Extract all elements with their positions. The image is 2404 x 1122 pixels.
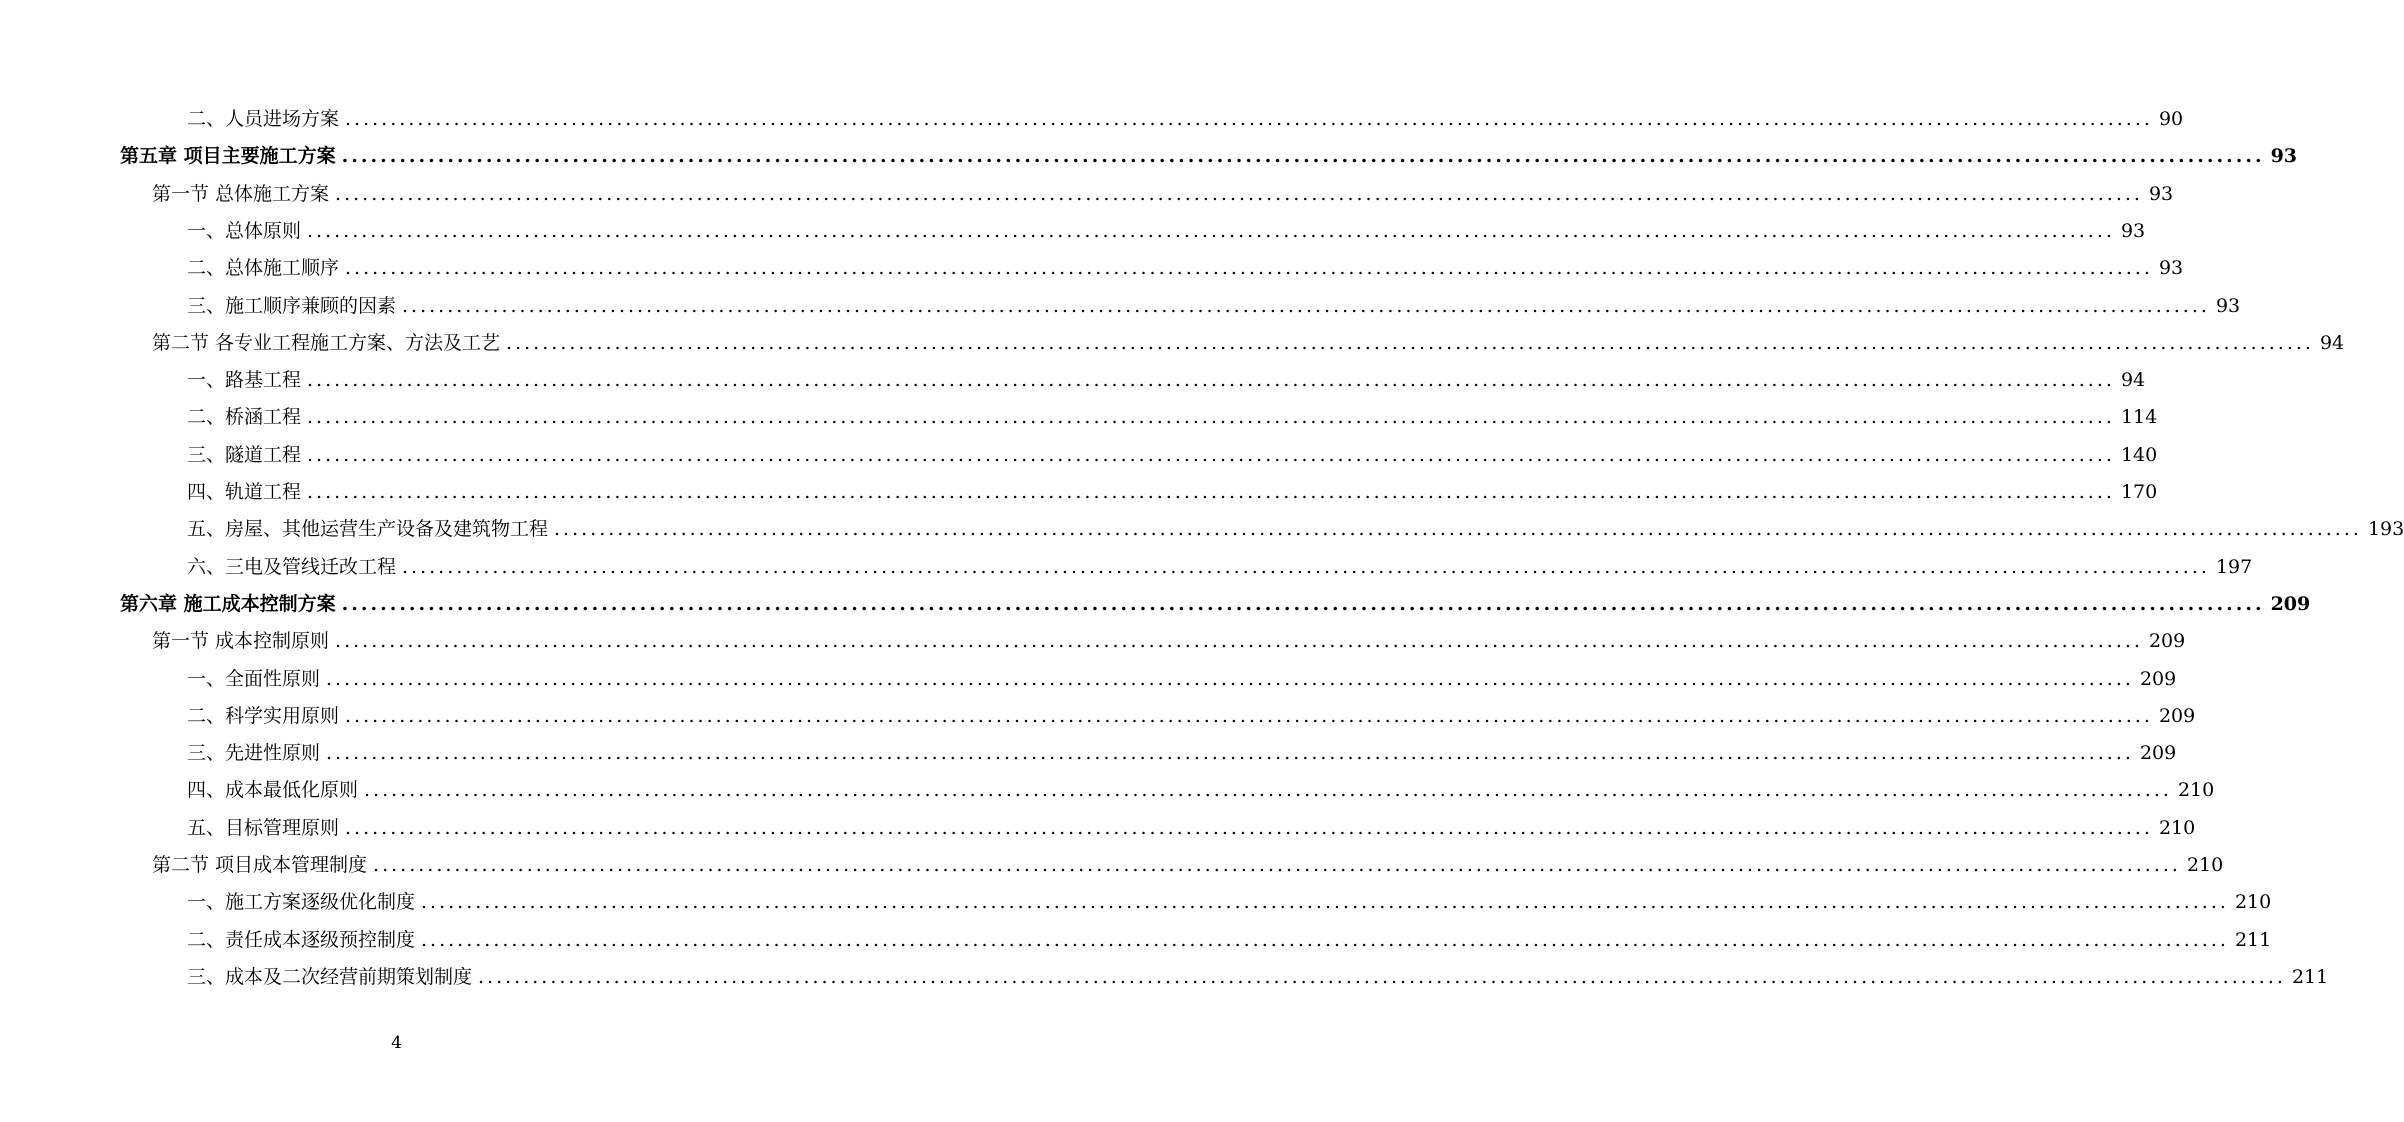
toc-dot-leader: ........................................................................................................................................................................................................: [326, 741, 2134, 764]
toc-subsection-entry[interactable]: [187, 697, 2196, 734]
toc-entry-title: 二、桥涵工程: [187, 405, 302, 428]
toc-entry-title: 五、房屋、其他运营生产设备及建筑物工程: [187, 517, 549, 540]
toc-entry-page-number: 193: [2367, 517, 2404, 540]
toc-subsection-entry[interactable]: [187, 883, 2272, 920]
toc-subsection-entry[interactable]: [187, 287, 2241, 324]
toc-dot-leader: ........................................................................................................................................................................................................: [345, 816, 2153, 839]
toc-entry-title: 第二节 项目成本管理制度: [152, 853, 368, 876]
toc-entry-title: 五、目标管理原则: [187, 816, 340, 839]
toc-subsection-entry[interactable]: [187, 660, 2177, 697]
toc-dot-leader: ........................................................................................................................................................................................................: [506, 331, 2314, 354]
toc-entry-page-number: 90: [2158, 107, 2184, 130]
toc-entry-title: 一、施工方案逐级优化制度: [187, 890, 416, 913]
toc-entry-title: 三、隧道工程: [187, 443, 302, 466]
toc-entry-page-number: 93: [2158, 256, 2184, 279]
toc-section-entry[interactable]: [152, 324, 2345, 361]
toc-entry-page-number: 170: [2120, 480, 2158, 503]
toc-entry-title: 第六章 施工成本控制方案: [120, 592, 336, 615]
toc-entry-page-number: 94: [2319, 331, 2345, 354]
toc-entry-page-number: 210: [2158, 816, 2196, 839]
toc-entry-title: 第一节 总体施工方案: [152, 182, 330, 205]
toc-dot-leader: ........................................................................................................................................................................................................: [307, 405, 2115, 428]
toc-subsection-entry[interactable]: [187, 100, 2184, 137]
toc-entry-title: 四、轨道工程: [187, 480, 302, 503]
toc-entry-title: 一、总体原则: [187, 219, 302, 242]
toc-entry-title: 第一节 成本控制原则: [152, 629, 330, 652]
toc-entry-page-number: 114: [2120, 405, 2158, 428]
toc-dot-leader: ........................................................................................................................................................................................................: [402, 294, 2210, 317]
toc-dot-leader: ........................................................................................................................................................................................................: [421, 928, 2229, 951]
toc-entry-title: 二、人员进场方案: [187, 107, 340, 130]
toc-entry-title: 二、总体施工顺序: [187, 256, 340, 279]
toc-subsection-entry[interactable]: [187, 361, 2146, 398]
toc-entry-title: 一、路基工程: [187, 368, 302, 391]
toc-section-entry[interactable]: [152, 846, 2224, 883]
toc-dot-leader: ........................................................................................................................................................................................................: [478, 965, 2286, 988]
toc-entry-title: 六、三电及管线迁改工程: [187, 555, 397, 578]
toc-dot-leader: ........................................................................................................................................................................................................: [326, 667, 2134, 690]
toc-section-entry[interactable]: [152, 175, 2174, 212]
toc-subsection-entry[interactable]: [187, 212, 2146, 249]
toc-entry-page-number: 94: [2120, 368, 2146, 391]
toc-dot-leader: ........................................................................................................................................................................................................: [307, 480, 2115, 503]
toc-entry-page-number: 209: [2158, 704, 2196, 727]
toc-entry-page-number: 210: [2177, 778, 2215, 801]
toc-subsection-entry[interactable]: [187, 771, 2215, 808]
toc-dot-leader: ........................................................................................................................................................................................................: [307, 219, 2115, 242]
toc-entry-title: 一、全面性原则: [187, 667, 321, 690]
toc-dot-leader: ........................................................................................................................................................................................................: [421, 890, 2229, 913]
page-number-footer: 4: [391, 1033, 402, 1053]
toc-entry-page-number: 211: [2234, 928, 2272, 951]
toc-dot-leader: ........................................................................................................................................................................................................: [307, 443, 2115, 466]
toc-subsection-entry[interactable]: [187, 809, 2196, 846]
toc-dot-leader: ........................................................................................................................................................................................................: [345, 256, 2153, 279]
toc-dot-leader: ........................................................................................................................................................................................................: [341, 592, 2265, 615]
toc-subsection-entry[interactable]: [187, 249, 2184, 286]
toc-entry-page-number: 210: [2234, 890, 2272, 913]
toc-entry-title: 三、成本及二次经营前期策划制度: [187, 965, 473, 988]
toc-dot-leader: ........................................................................................................................................................................................................: [345, 704, 2153, 727]
toc-entry-page-number: 209: [2270, 592, 2311, 615]
toc-entry-page-number: 211: [2291, 965, 2329, 988]
toc-entry-page-number: 210: [2186, 853, 2224, 876]
toc-subsection-entry[interactable]: [187, 398, 2158, 435]
toc-entry-title: 第二节 各专业工程施工方案、方法及工艺: [152, 331, 501, 354]
toc-dot-leader: ........................................................................................................................................................................................................: [335, 629, 2143, 652]
toc-chapter-entry[interactable]: [120, 585, 2311, 622]
toc-entry-page-number: 209: [2139, 741, 2177, 764]
toc-subsection-entry[interactable]: [187, 548, 2253, 585]
toc-subsection-entry[interactable]: [187, 734, 2177, 771]
toc-dot-leader: ........................................................................................................................................................................................................: [402, 555, 2210, 578]
toc-subsection-entry[interactable]: [187, 473, 2158, 510]
toc-entry-page-number: 209: [2139, 667, 2177, 690]
toc-entry-title: 二、责任成本逐级预控制度: [187, 928, 416, 951]
toc-entry-title: 三、先进性原则: [187, 741, 321, 764]
toc-entry-title: 二、科学实用原则: [187, 704, 340, 727]
toc-section-entry[interactable]: [152, 622, 2186, 659]
toc-subsection-entry[interactable]: [187, 958, 2329, 995]
toc-dot-leader: ........................................................................................................................................................................................................: [345, 107, 2153, 130]
toc-subsection-entry[interactable]: [187, 436, 2158, 473]
toc-dot-leader: ........................................................................................................................................................................................................: [307, 368, 2115, 391]
toc-entry-title: 四、成本最低化原则: [187, 778, 359, 801]
toc-dot-leader: ........................................................................................................................................................................................................: [554, 517, 2362, 540]
toc-dot-leader: ........................................................................................................................................................................................................: [364, 778, 2172, 801]
toc-entry-page-number: 140: [2120, 443, 2158, 466]
toc-entry-page-number: 197: [2215, 555, 2253, 578]
toc-chapter-entry[interactable]: [120, 137, 2298, 174]
toc-entry-page-number: 209: [2148, 629, 2186, 652]
toc-entry-page-number: 93: [2270, 144, 2298, 167]
toc-dot-leader: ........................................................................................................................................................................................................: [373, 853, 2181, 876]
toc-dot-leader: ........................................................................................................................................................................................................: [341, 144, 2265, 167]
toc-dot-leader: ........................................................................................................................................................................................................: [335, 182, 2143, 205]
toc-entry-page-number: 93: [2215, 294, 2241, 317]
toc-subsection-entry[interactable]: [187, 510, 2404, 547]
toc-entry-title: 第五章 项目主要施工方案: [120, 144, 336, 167]
toc-subsection-entry[interactable]: [187, 921, 2272, 958]
toc-entry-page-number: 93: [2120, 219, 2146, 242]
toc-entry-page-number: 93: [2148, 182, 2174, 205]
toc-entry-title: 三、施工顺序兼顾的因素: [187, 294, 397, 317]
